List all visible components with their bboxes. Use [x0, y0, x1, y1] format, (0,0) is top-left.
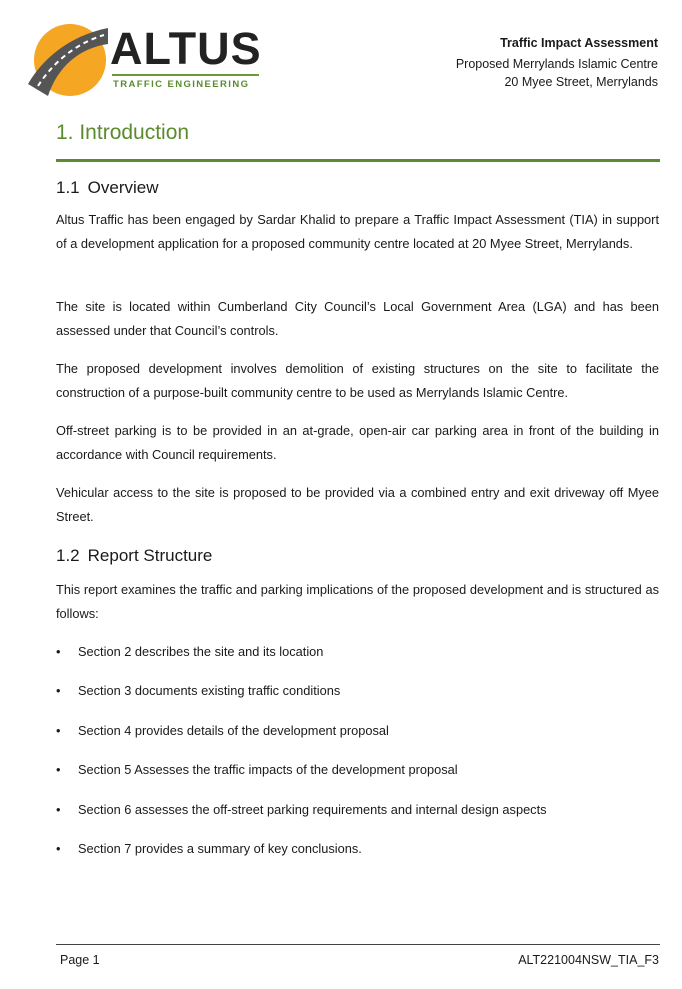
- page-header: [456, 34, 658, 91]
- project-address: 20 Myee Street, Merrylands: [504, 75, 658, 89]
- section-heading-overview: [56, 178, 159, 198]
- bullet: •: [56, 762, 61, 777]
- section-title: Report Structure: [87, 546, 213, 565]
- paragraph: This report examines the traffic and parking implications of the proposed development and is structured as follows:: [56, 582, 659, 621]
- bullet: •: [56, 802, 61, 817]
- bullet: •: [56, 683, 61, 698]
- chapter-title: 1. Introduction: [56, 121, 190, 144]
- list-item: • Section 7 provides a summary of key conclusions.: [56, 841, 362, 856]
- paragraph: Altus Traffic has been engaged by Sardar Khalid to prepare a Traffic Impact Assessment (TIA) in support of a development application for a proposed community centre located at 20 Myee Street, Merrylands.: [56, 212, 659, 251]
- document-reference: ALT221004NSW_TIA_F3: [518, 953, 659, 967]
- altus-logo: [28, 22, 268, 100]
- document-type: Traffic Impact Assessment: [500, 36, 658, 50]
- list-item: • Section 5 Assesses the traffic impacts of the development proposal: [56, 762, 458, 777]
- list-item: • Section 2 describes the site and its location: [56, 644, 324, 659]
- list-item: • Section 6 assesses the off-street parking requirements and internal design aspects: [56, 802, 547, 817]
- bullet: •: [56, 841, 61, 856]
- altus-road-emblem-icon: [28, 22, 112, 100]
- paragraph: Off-street parking is to be provided in an at-grade, open-air car parking area in front of the building in accordance with Council requirements.: [56, 423, 659, 462]
- list-item: • Section 3 documents existing traffic conditions: [56, 683, 341, 698]
- paragraph: The site is located within Cumberland City Council’s Local Government Area (LGA) and has been assessed under that Council’s controls.: [56, 299, 659, 338]
- bullet: •: [56, 723, 61, 738]
- section-heading-report-structure: [56, 546, 212, 566]
- section-number: 1.2: [56, 546, 80, 565]
- page-number: Page 1: [60, 953, 100, 967]
- paragraph: The proposed development involves demolition of existing structures on the site to facilitate the construction of a purpose-built community centre to be used as Merrylands Islamic Centre.: [56, 361, 659, 400]
- bullet: •: [56, 644, 61, 659]
- list-item: • Section 4 provides details of the development proposal: [56, 723, 389, 738]
- logo-tagline: TRAFFIC ENGINEERING: [113, 79, 250, 90]
- logo-wordmark: ALTUS: [110, 23, 262, 74]
- logo-divider: [112, 74, 259, 76]
- section-number: 1.1: [56, 178, 80, 197]
- project-name: Proposed Merrylands Islamic Centre: [455, 57, 658, 71]
- section-title: Overview: [87, 178, 159, 197]
- chapter-divider: [56, 159, 660, 162]
- paragraph: Vehicular access to the site is proposed to be provided via a combined entry and exit driveway off Myee Street.: [56, 485, 659, 524]
- footer-divider: [56, 944, 660, 945]
